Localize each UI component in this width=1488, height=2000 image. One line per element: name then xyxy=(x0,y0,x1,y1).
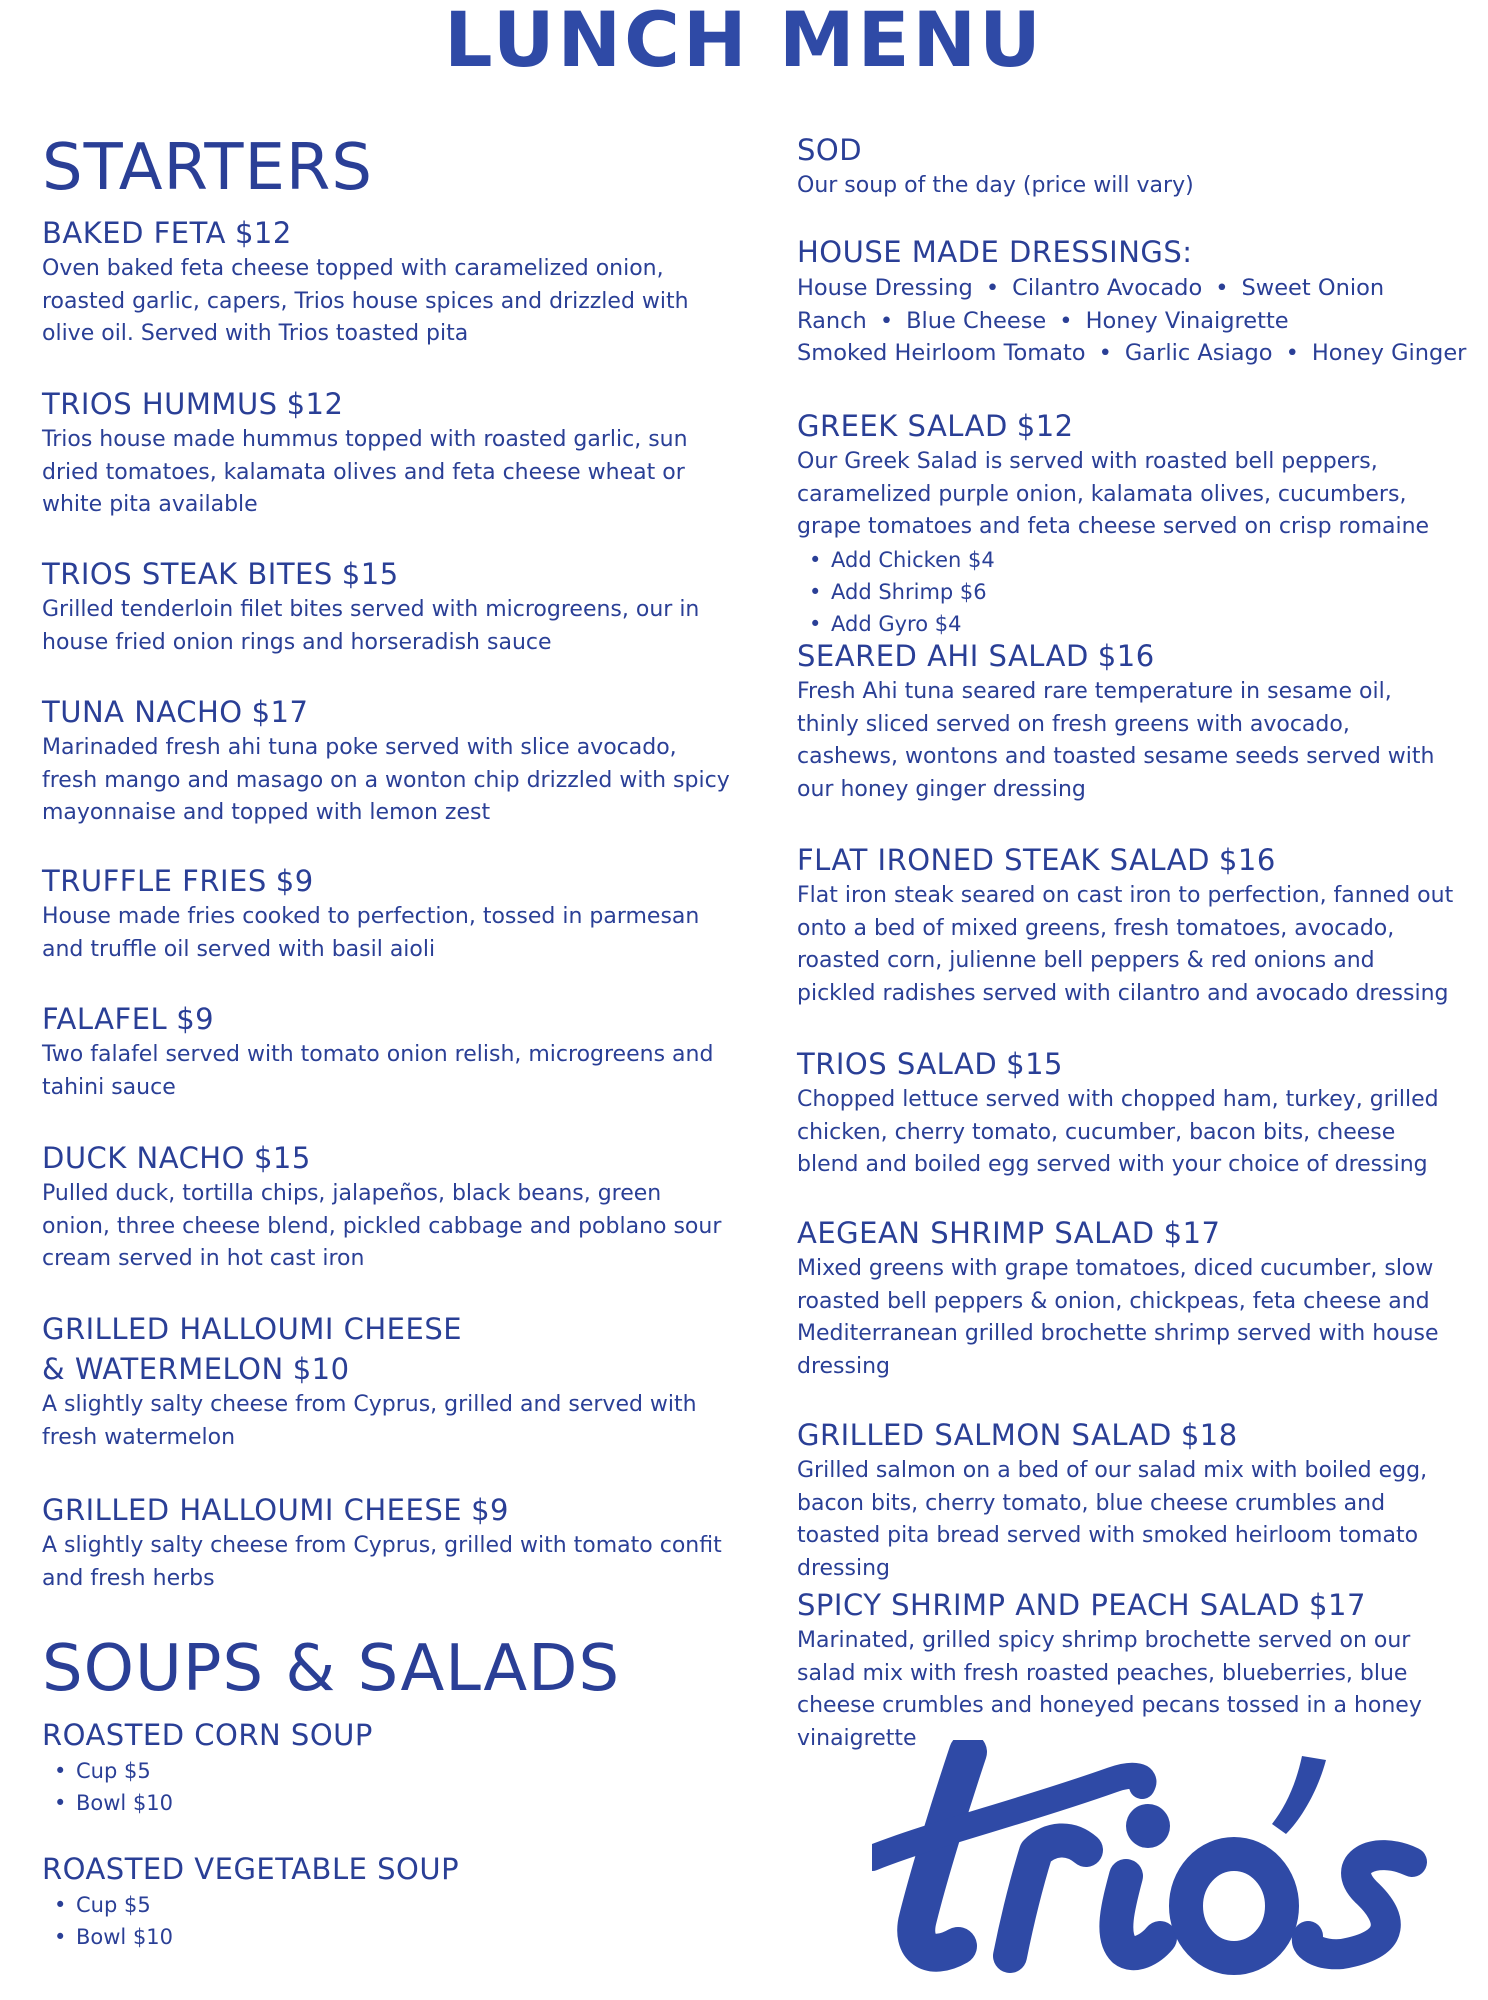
bullet-icon: • xyxy=(1098,340,1112,366)
menu-item-aegean-shrimp-salad xyxy=(797,1213,1457,1383)
item-price: $17 xyxy=(1163,1216,1221,1250)
item-price: $16 xyxy=(1218,843,1276,877)
option-item: • Bowl $10 xyxy=(54,1787,732,1819)
option-list xyxy=(42,1755,732,1819)
item-price: $12 xyxy=(234,216,292,250)
menu-item-trios-hummus xyxy=(42,384,732,522)
dressings-heading: HOUSE MADE DRESSINGS: xyxy=(797,235,1193,269)
menu-item-roasted-vegetable-soup xyxy=(42,1849,732,1953)
item-description: Fresh Ahi tuna seared rare temperature in sesame oil, thinly sliced served on fresh greens with avocado, cashews, wontons and toasted sesame seeds served with our honey ginger dressing xyxy=(797,679,1435,802)
item-price: $9 xyxy=(471,1493,509,1527)
item-name: TRIOS HUMMUS xyxy=(42,387,278,421)
item-name: FLAT IRONED STEAK SALAD xyxy=(797,843,1210,877)
option-item: • Cup $5 xyxy=(54,1889,732,1921)
item-name: SPICY SHRIMP AND PEACH SALAD xyxy=(797,1588,1301,1622)
bullet-icon: • xyxy=(879,307,894,334)
item-name-line1: GRILLED HALLOUMI CHEESE xyxy=(42,1312,463,1346)
item-price: $17 xyxy=(251,695,309,729)
menu-item-baked-feta xyxy=(42,213,732,351)
item-description: Our Greek Salad is served with roasted bell peppers, caramelized purple onion, kalamata olives, cucumbers, grape tomatoes and feta cheese served on crisp romaine xyxy=(797,449,1430,539)
item-price: $15 xyxy=(253,1141,311,1175)
dressing: Sweet Onion xyxy=(1241,275,1385,301)
addon-list xyxy=(797,544,1457,640)
menu-item-sod xyxy=(797,130,1457,203)
dressing: Honey Vinaigrette xyxy=(1085,307,1289,334)
item-description: A slightly salty cheese from Cyprus, grilled and served with fresh watermelon xyxy=(42,1392,697,1450)
item-name: FALAFEL xyxy=(42,1002,168,1036)
menu-title: LUNCH MENU xyxy=(444,0,1044,84)
menu-item-halloumi xyxy=(42,1490,732,1595)
menu-item-spicy-shrimp-peach-salad xyxy=(797,1585,1457,1755)
dressing-line xyxy=(797,272,1457,305)
item-description: Our soup of the day (price will vary) xyxy=(797,173,1194,198)
bullet-icon: • xyxy=(985,275,1000,301)
menu-item-trios-salad xyxy=(797,1044,1457,1182)
trios-logo xyxy=(872,1740,1472,1990)
menu-item-halloumi-watermelon xyxy=(42,1309,732,1454)
item-name: SEARED AHI SALAD xyxy=(797,639,1089,673)
item-name: AEGEAN SHRIMP SALAD xyxy=(797,1216,1155,1250)
item-price: $16 xyxy=(1097,639,1155,673)
bullet-icon: • xyxy=(1059,307,1073,334)
item-description: Oven baked feta cheese topped with caramelized onion, roasted garlic, capers, Trios house spices and drizzled with olive oil. Served with Trios toasted pita xyxy=(42,256,689,346)
addon-item: • Add Chicken $4 xyxy=(809,544,1457,576)
item-description: Mixed greens with grape tomatoes, diced cucumber, slow roasted bell peppers & onion, chickpeas, feta cheese and Mediterranean grilled brochette shrimp served with house dressing xyxy=(797,1256,1439,1379)
item-price: $17 xyxy=(1309,1588,1366,1622)
option-list xyxy=(42,1889,732,1953)
item-price: $15 xyxy=(341,557,399,591)
item-name: TUNA NACHO xyxy=(42,695,243,729)
dressing: Garlic Asiago xyxy=(1124,340,1273,366)
item-description: Grilled salmon on a bed of our salad mix with boiled egg, bacon bits, cherry tomato, blue cheese crumbles and toasted pita bread served with smoked heirloom tomato dressing xyxy=(797,1458,1428,1581)
item-description: Flat iron steak seared on cast iron to perfection, fanned out onto a bed of mixed greens, fresh tomatoes, avocado, roasted corn, julienne bell peppers & red onions and pickled radishes served with cilantro and avocado dressing xyxy=(797,883,1454,1006)
item-price: $15 xyxy=(1006,1047,1064,1081)
item-description: Marinaded fresh ahi tuna poke served with slice avocado, fresh mango and masago on a wonton chip drizzled with spicy mayonnaise and topped with lemon zest xyxy=(42,735,730,825)
starters-heading: STARTERS xyxy=(42,131,373,205)
menu-item-trios-steak-bites xyxy=(42,554,732,659)
item-name: GRILLED HALLOUMI CHEESE xyxy=(42,1493,463,1527)
item-name: BAKED FETA xyxy=(42,216,226,250)
dressing: Smoked Heirloom Tomato xyxy=(797,340,1086,366)
bullet-icon: • xyxy=(1285,340,1299,366)
item-name: ROASTED CORN SOUP xyxy=(42,1718,373,1752)
item-price: $12 xyxy=(286,387,344,421)
item-name: & WATERMELON xyxy=(42,1352,284,1386)
item-name: GRILLED SALMON SALAD xyxy=(797,1418,1172,1452)
soups-salads-heading: SOUPS & SALADS xyxy=(42,1632,621,1706)
menu-item-grilled-salmon-salad xyxy=(797,1415,1457,1585)
item-price: $9 xyxy=(275,864,314,898)
menu-item-seared-ahi-salad xyxy=(797,636,1457,806)
option-item: • Bowl $10 xyxy=(54,1921,732,1953)
item-description: House made fries cooked to perfection, tossed in parmesan and truffle oil served with basil aioli xyxy=(42,904,700,962)
dressing: Honey Ginger xyxy=(1311,340,1467,366)
addon-item: • Add Gyro $4 xyxy=(809,608,1457,640)
dressing: House Dressing xyxy=(797,275,973,301)
item-name: SOD xyxy=(797,133,863,167)
dressing: Ranch xyxy=(797,307,867,334)
item-name: DUCK NACHO xyxy=(42,1141,245,1175)
item-price: $9 xyxy=(176,1002,215,1036)
item-description: Marinated, grilled spicy shrimp brochette served on our salad mix with fresh roasted peaches, blueberries, blue cheese crumbles and honeyed pecans tossed in a honey vinaigrette xyxy=(797,1628,1422,1751)
item-name: GREEK SALAD xyxy=(797,409,1008,443)
dressing-line xyxy=(797,305,1457,338)
item-name: TRIOS STEAK BITES xyxy=(42,557,333,591)
menu-item-roasted-corn-soup xyxy=(42,1715,732,1819)
item-description: A slightly salty cheese from Cyprus, grilled with tomato confit and fresh herbs xyxy=(42,1533,722,1591)
item-name: TRUFFLE FRIES xyxy=(42,864,267,898)
addon-item: • Add Shrimp $6 xyxy=(809,576,1457,608)
menu-item-flat-ironed-steak-salad xyxy=(797,840,1457,1010)
menu-item-truffle-fries xyxy=(42,861,732,966)
item-price: $12 xyxy=(1016,409,1074,443)
item-description: Pulled duck, tortilla chips, jalapeños, black beans, green onion, three cheese blend, pickled cabbage and poblano sour cream served in hot cast iron xyxy=(42,1181,722,1271)
item-description: Chopped lettuce served with chopped ham, turkey, grilled chicken, cherry tomato, cucumber, bacon bits, cheese blend and boiled egg served with your choice of dressing xyxy=(797,1087,1439,1177)
item-description: Trios house made hummus topped with roasted garlic, sun dried tomatoes, kalamata olives and feta cheese wheat or white pita available xyxy=(42,427,688,517)
dressings-section xyxy=(797,232,1467,370)
item-description: Grilled tenderloin filet bites served with microgreens, our in house fried onion rings and horseradish sauce xyxy=(42,597,700,655)
menu-item-falafel xyxy=(42,999,732,1104)
option-item: • Cup $5 xyxy=(54,1755,732,1787)
dressing: Cilantro Avocado xyxy=(1012,275,1203,301)
dressing-line xyxy=(797,337,1467,370)
item-description: Two falafel served with tomato onion relish, microgreens and tahini sauce xyxy=(42,1042,714,1100)
menu-item-greek-salad xyxy=(797,406,1457,640)
menu-item-tuna-nacho xyxy=(42,692,732,830)
bullet-icon: • xyxy=(1215,275,1229,301)
item-name: ROASTED VEGETABLE SOUP xyxy=(42,1852,460,1886)
item-name: TRIOS SALAD xyxy=(797,1047,998,1081)
dressing: Blue Cheese xyxy=(906,307,1047,334)
menu-item-duck-nacho xyxy=(42,1138,732,1276)
item-price: $10 xyxy=(292,1352,350,1386)
item-price: $18 xyxy=(1180,1418,1238,1452)
